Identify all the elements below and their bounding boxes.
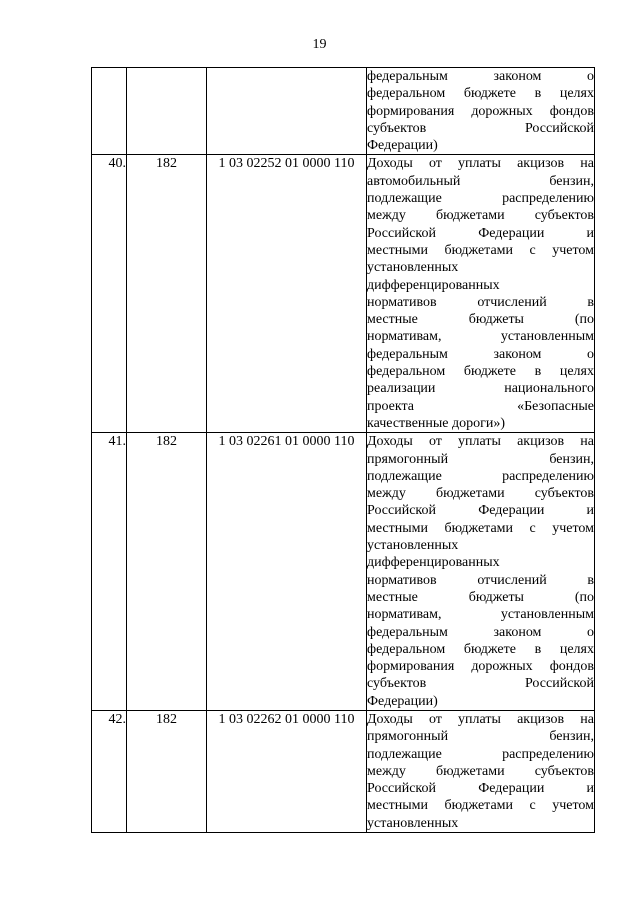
description-line: Федерации) — [367, 138, 438, 154]
description-line: Доходы от уплаты акцизов на — [367, 156, 594, 172]
description-line: субъектов Российской — [367, 120, 594, 136]
description-line: автомобильный бензин, — [367, 173, 594, 189]
budget-classification-code-cell: 1 03 02262 01 0000 110 — [207, 710, 367, 832]
description-line: федеральном бюджете в целях — [367, 86, 594, 102]
description-line: Российской Федерации и — [367, 781, 594, 797]
table-body — [92, 68, 595, 833]
description-line: местными бюджетами с учетом — [367, 520, 594, 536]
description-line: между бюджетами субъектов — [367, 208, 594, 224]
description-line: установленных — [367, 538, 459, 554]
description-line: Доходы от уплаты акцизов на — [367, 711, 594, 727]
description-line: федеральным законом о — [367, 69, 594, 84]
description-line: местными бюджетами с учетом — [367, 798, 594, 814]
budget-classification-code-cell — [207, 68, 367, 155]
page-number: 19 — [312, 37, 327, 52]
description-line: между бюджетами субъектов — [367, 763, 594, 779]
description-line: федеральном бюджете в целях — [367, 364, 594, 380]
row-number-cell: 41. — [92, 433, 127, 711]
description-line: подлежащие распределению — [367, 746, 594, 762]
description-line: прямогонный бензин, — [367, 451, 594, 467]
description-line: качественные дороги») — [367, 415, 506, 431]
description-line: федеральном бюджете в целях — [367, 641, 594, 657]
table-row — [92, 433, 595, 711]
row-number-cell: 40. — [92, 155, 127, 433]
description-line: реализации национального — [367, 381, 594, 397]
description-line: федеральным законом о — [367, 624, 594, 640]
row-number-cell — [92, 68, 127, 155]
revenue-description-cell — [367, 433, 595, 711]
description-line: дифференцированных — [367, 555, 500, 571]
description-line: Российской Федерации и — [367, 503, 594, 519]
description-line: подлежащие распределению — [367, 468, 594, 484]
administrator-code-cell: 182 — [127, 710, 207, 832]
administrator-code-cell: 182 — [127, 155, 207, 433]
description-line: установленных — [367, 815, 459, 831]
description-line: местные бюджеты (по — [367, 312, 594, 328]
revenue-description-cell — [367, 710, 595, 832]
table-row — [92, 68, 595, 155]
budget-classification-code-cell: 1 03 02261 01 0000 110 — [207, 433, 367, 711]
description-line: формирования дорожных фондов — [367, 103, 594, 119]
table-row — [92, 155, 595, 433]
row-number-cell: 42. — [92, 710, 127, 832]
description-line: прямогонный бензин, — [367, 729, 594, 745]
revenue-description-cell — [367, 68, 595, 155]
description-line: проекта «Безопасные — [367, 398, 594, 414]
description-line: нормативам, установленным — [367, 329, 594, 345]
description-line: формирования дорожных фондов — [367, 659, 594, 675]
description-line: субъектов Российской — [367, 676, 594, 692]
description-line: подлежащие распределению — [367, 191, 594, 207]
description-line: нормативам, установленным — [367, 607, 594, 623]
description-line: дифференцированных — [367, 277, 500, 293]
description-line: установленных — [367, 260, 459, 276]
budget-classification-code-cell: 1 03 02252 01 0000 110 — [207, 155, 367, 433]
table-row — [92, 710, 595, 832]
description-line: нормативов отчислений в — [367, 294, 594, 310]
revenue-codes-table — [91, 67, 595, 833]
administrator-code-cell: 182 — [127, 433, 207, 711]
administrator-code-cell — [127, 68, 207, 155]
description-line: между бюджетами субъектов — [367, 486, 594, 502]
description-line: местные бюджеты (по — [367, 589, 594, 605]
description-line: федеральным законом о — [367, 346, 594, 362]
description-line: Федерации) — [367, 693, 438, 709]
description-line: нормативов отчислений в — [367, 572, 594, 588]
description-line: Российской Федерации и — [367, 225, 594, 241]
revenue-description-cell — [367, 155, 595, 433]
description-line: Доходы от уплаты акцизов на — [367, 434, 594, 450]
description-line: местными бюджетами с учетом — [367, 242, 594, 258]
